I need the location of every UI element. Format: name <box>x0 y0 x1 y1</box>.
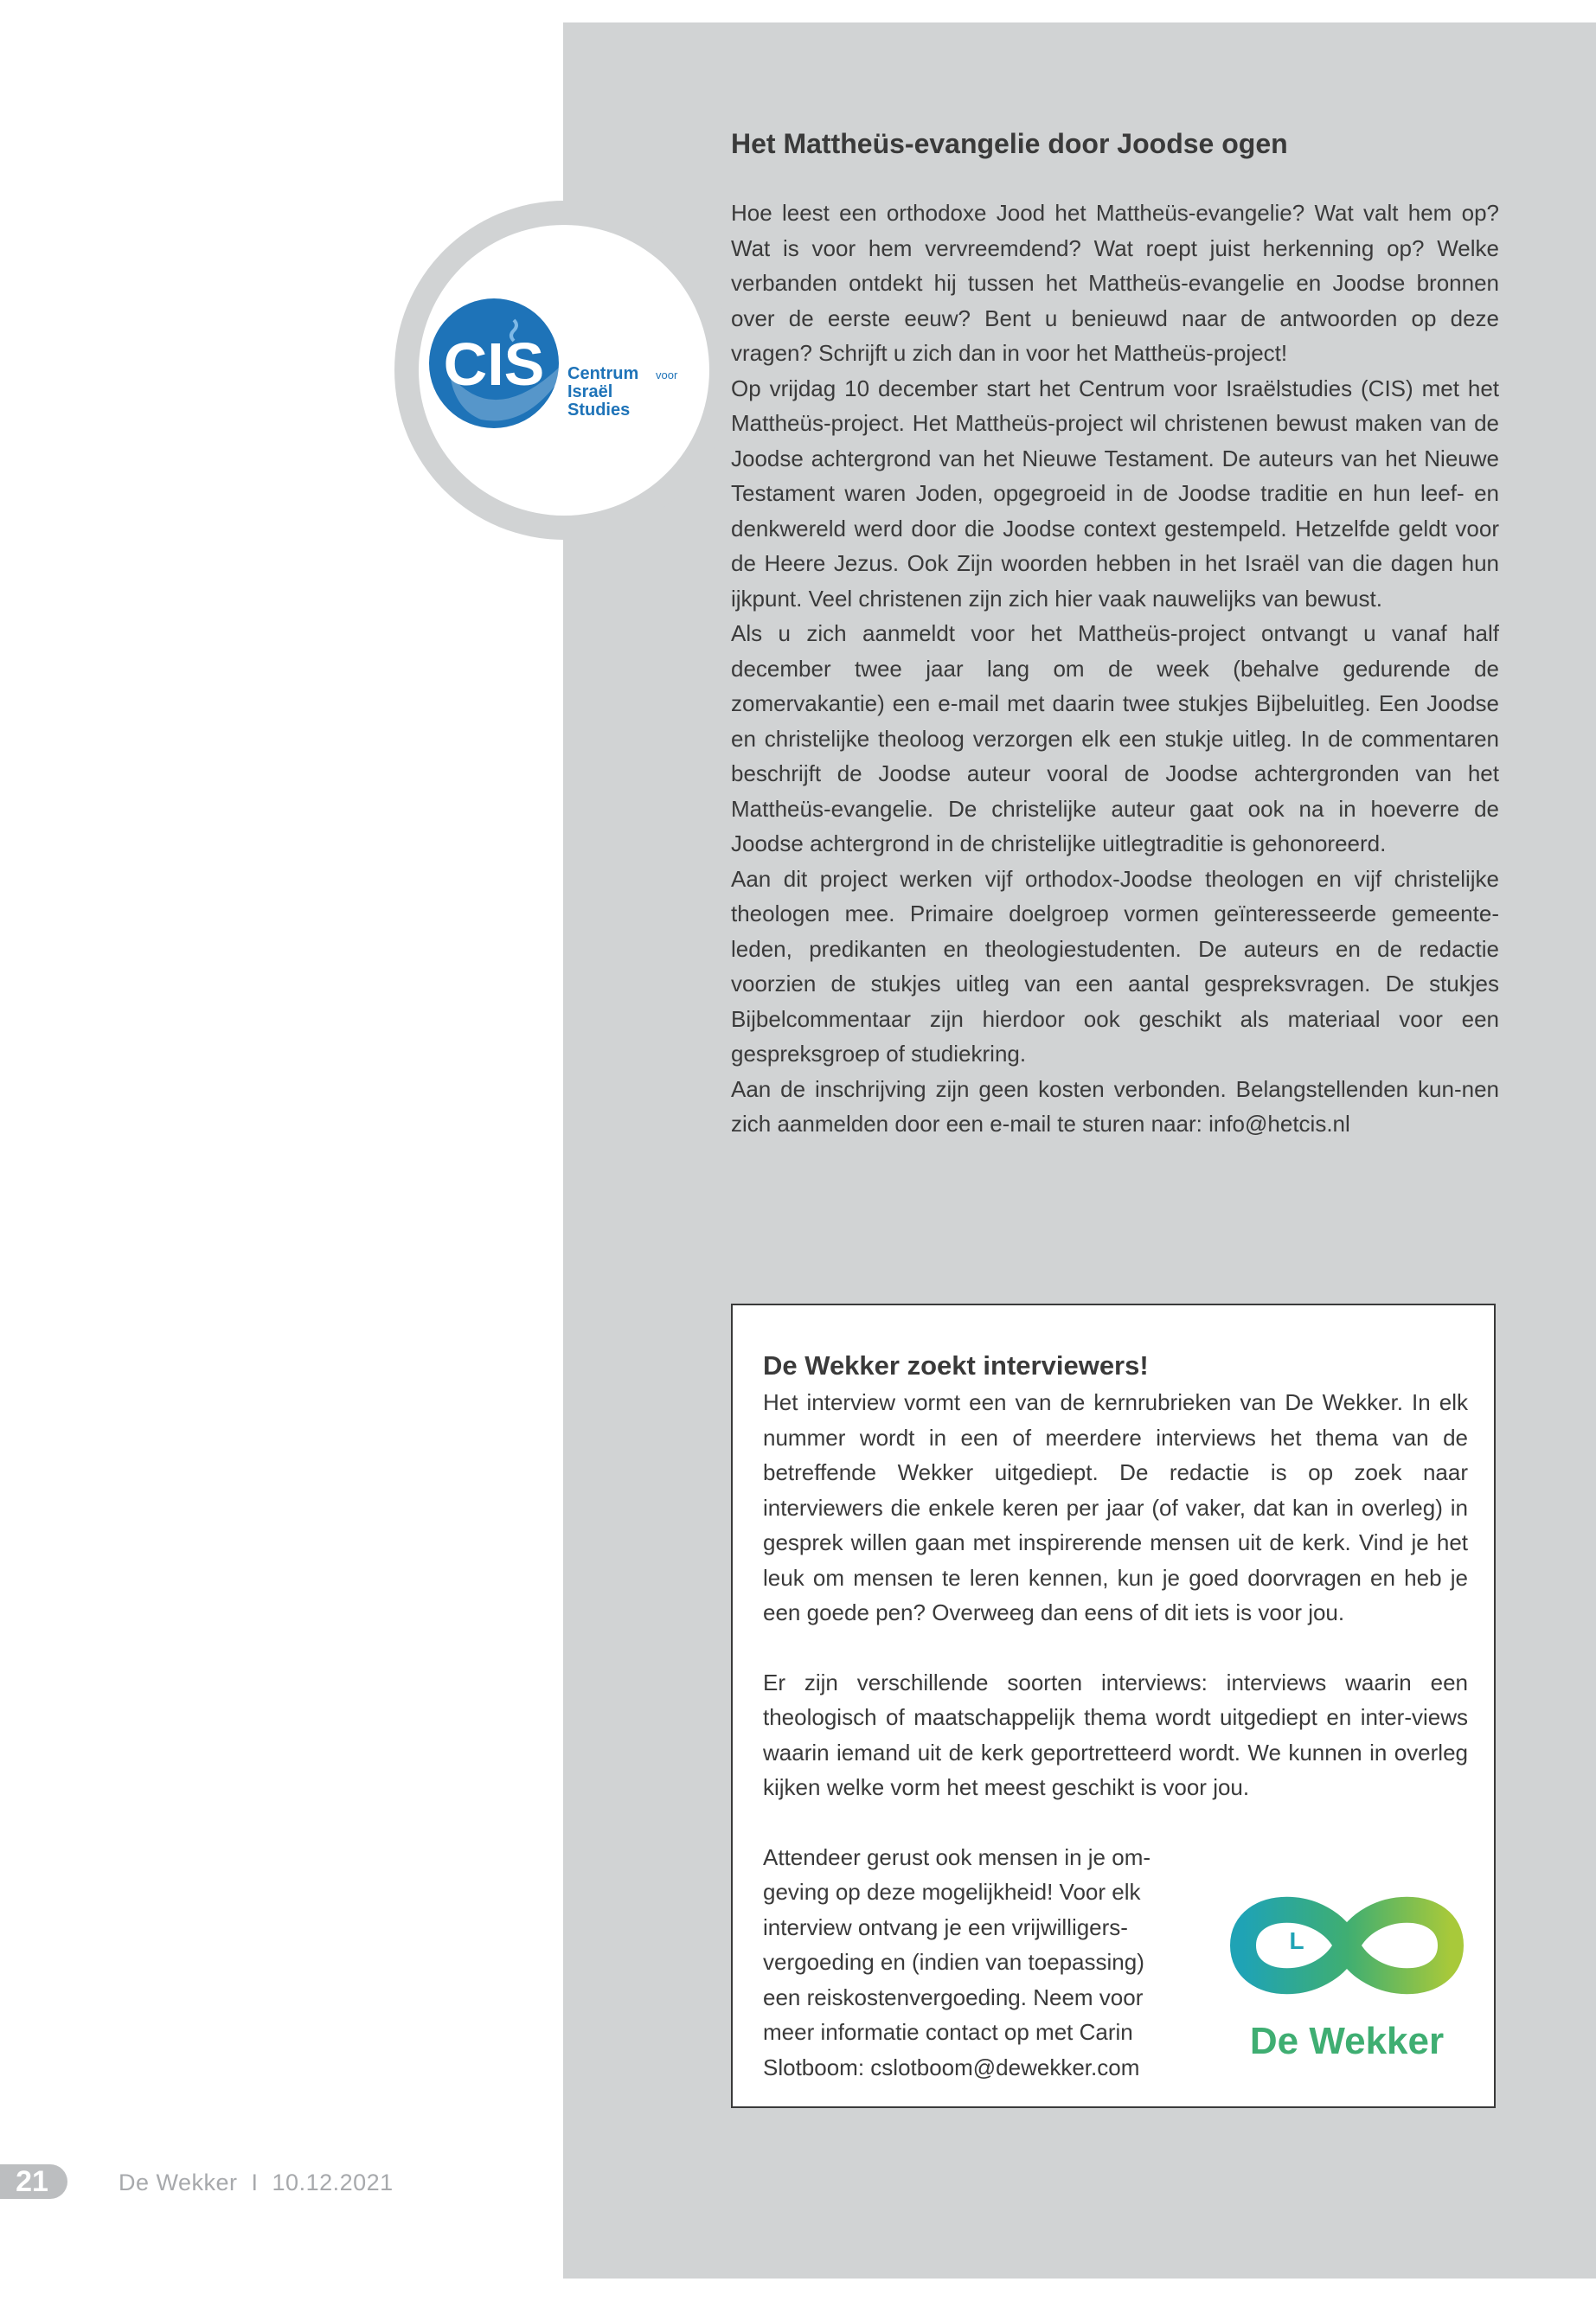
cis-logo-voor: voor <box>656 369 678 381</box>
cis-logo-line2: Israël <box>567 382 613 401</box>
cis-logo-mark: CIS <box>443 330 545 398</box>
footer-text: De Wekker I 10.12.2021 <box>119 2170 394 2195</box>
cis-logo-line1: Centrum <box>567 364 639 383</box>
wekker-logo-name: De Wekker <box>1249 2020 1445 2062</box>
box-paragraph: Attendeer gerust ook mensen in je om-geving op deze mogelijkheid! Voor elk interview ontvang je een vrijwilligers-vergoeding en (indien van toepassing) een reiskostenvergoeding. Neem voor meer informatie contact op met Carin Slotboom: cslotboom@dewekker.com <box>763 1843 1151 2080</box>
article-title: Het Mattheüs-evangelie door Joodse ogen <box>731 128 1288 159</box>
box-paragraph: Het interview vormt een van de kernrubrieken van De Wekker. In elk nummer wordt in een of meerdere interviews het thema van de betreffende Wekker uitgediept. De redactie is op zoek naar interviewers die enkele keren per jaar (of vaker, dat kan in overleg) in gesprek willen gaan met inspirerende mensen uit de kerk. Vind je het leuk om mensen te leren kennen, kun je goed doorvragen en heb je een goede pen? Overweeg dan eens of dit iets is voor jou. <box>763 1389 1468 1625</box>
article-paragraph: Aan de inschrijving zijn geen kosten verbonden. Belangstellenden kun-nen zich aanmelden door een e-mail te sturen naar: info@hetcis.nl <box>731 1075 1499 1137</box>
cis-logo-line3: Studies <box>567 401 631 420</box>
interviewer-callout-box <box>731 1304 1496 2108</box>
box-title: De Wekker zoekt interviewers! <box>763 1350 1149 1381</box>
box-paragraph: Er zijn verschillende soorten interviews: interviews waarin een theologisch of maatschappelijk thema wordt uitgediept en inter-views waarin iemand uit de kerk geportretteerd wordt. We kunnen in overleg kijken welke vorm het meest geschikt is voor jou. <box>763 1669 1468 1800</box>
article-paragraph: Als u zich aanmeldt voor het Mattheüs-project ontvangt u vanaf half december twee jaar lang om de week (behalve gedurende de zomervakantie) een e-mail met daarin twee stukjes Bijbeluitleg. Een Joodse en christelijke theoloog verzorgen elk een stukje uitleg. In de commentaren beschrijft de Joodse auteur vooral de Joodse achtergronden van het Mattheüs-evangelie. De christelijke auteur gaat ook na in hoeverre de Joodse achtergrond in de christelijke uitlegtraditie is gehonoreerd. <box>731 620 1499 856</box>
page-number: 21 <box>0 2164 67 2199</box>
de-wekker-logo <box>1217 1859 1477 2084</box>
cis-logo <box>429 298 697 428</box>
article-paragraph: Aan dit project werken vijf orthodox-Joodse theologen en vijf christelijke theologen mee. Primaire doelgroep vormen geïnteresseerde gemeente-leden, predikanten en theologiestudenten. De auteurs en de redactie voorzien de stukjes uitleg van een aantal gespreksvragen. De stukjes Bijbelcommentaar zijn hierdoor ook geschikt als materiaal voor een gespreksgroep of studiekring. <box>731 865 1499 1067</box>
article-paragraph: Op vrijdag 10 december start het Centrum voor Israëlstudies (CIS) met het Mattheüs-project. Het Mattheüs-project wil christenen bewust maken van de Joodse achtergrond van het Nieuwe Testament. De auteurs van het Nieuwe Testament waren Joden, opgegroeid in de Joodse traditie en hun leef- en denkwereld werd door die Joodse context gestempeld. Hetzelfde geldt voor de Heere Jezus. Ook Zijn woorden hebben in het Israël van die dagen hun ijkpunt. Veel christenen zijn zich hier vaak nauwelijks van bewust. <box>731 375 1499 612</box>
wekker-logo-letter: L <box>1289 1927 1304 1954</box>
infinity-icon <box>1243 1910 1451 1982</box>
article-paragraph: Hoe leest een orthodoxe Jood het Mattheüs-evangelie? Wat valt hem op? Wat is voor hem vervreemdend? Wat roept juist herkenning op? Welke verbanden ontdekt hij tussen het Mattheüs-evangelie en Joodse bronnen over de eerste eeuw? Bent u benieuwd naar de antwoorden op deze vragen? Schrijft u zich dan in voor het Mattheüs-project! <box>731 200 1499 366</box>
article <box>731 125 1499 1142</box>
